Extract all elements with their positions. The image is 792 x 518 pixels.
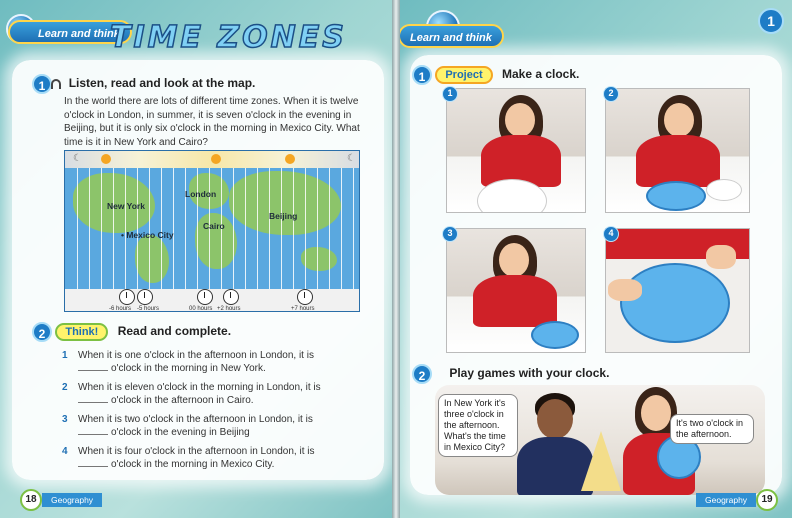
exercise-number: 4 — [62, 446, 68, 457]
unit-number: 1 — [758, 8, 784, 34]
australia-landmass — [301, 247, 337, 271]
time-zone-line — [89, 168, 90, 291]
project-heading-text: Make a clock. — [501, 67, 580, 82]
moon-icon: ☾ — [73, 153, 82, 164]
exercise-line-2: o'clock in the evening in Beijing — [78, 426, 362, 439]
exercise-line-2: o'clock in the morning in Mexico City. — [78, 458, 362, 471]
exercise-line-2: o'clock in the afternoon in Cairo. — [78, 394, 362, 407]
section-2-heading — [32, 322, 231, 342]
clock-label: 00 hours — [189, 306, 213, 312]
painted-plate — [646, 181, 706, 211]
section-1-heading — [32, 74, 255, 94]
learn-and-think-badge: Learn and think — [8, 20, 132, 44]
exercise-number: 2 — [62, 382, 68, 393]
section-number: 1 — [32, 74, 52, 94]
paint-palette — [706, 179, 742, 201]
city-label-cairo: Cairo — [203, 221, 225, 231]
girl-hand — [706, 245, 736, 269]
time-zone-line — [77, 168, 78, 291]
step-photo-2 — [605, 88, 750, 213]
boy-face — [537, 399, 573, 439]
time-zone-line — [305, 168, 306, 291]
exercise-item — [62, 445, 362, 471]
project-heading — [412, 65, 579, 85]
time-zone-line — [353, 168, 354, 291]
city-label-beijing: Beijing — [269, 211, 298, 221]
exercise-item — [62, 349, 362, 375]
cardboard-clock — [581, 431, 621, 491]
sun-icon — [101, 154, 111, 164]
step-photo-3 — [446, 228, 586, 353]
section-number: 1 — [412, 65, 432, 85]
book-gutter — [392, 0, 400, 518]
girl-hand — [608, 279, 642, 301]
time-zone-line — [197, 168, 198, 291]
south-america-landmass — [135, 235, 169, 283]
clock-icon — [297, 289, 313, 305]
section-number: 2 — [412, 364, 432, 384]
answer-blank[interactable] — [78, 458, 108, 467]
step-photo-1 — [446, 88, 586, 213]
answer-blank[interactable] — [78, 426, 108, 435]
time-zone-line — [281, 168, 282, 291]
time-zone-line — [269, 168, 270, 291]
exercise-item — [62, 413, 362, 439]
subject-tag: Geography — [696, 493, 756, 507]
time-zone-line — [185, 168, 186, 291]
sun-icon — [285, 154, 295, 164]
clock-strip — [65, 289, 359, 311]
clock-label: +2 hours — [217, 306, 241, 312]
clock-icon — [223, 289, 239, 305]
clock-label: +7 hours — [291, 306, 315, 312]
time-zone-line — [233, 168, 234, 291]
left-footer — [20, 492, 102, 508]
exercise-line-1: When it is eleven o'clock in the morning in London, it is — [78, 382, 321, 393]
world-time-zone-map — [64, 150, 360, 312]
clock-label: -5 hours — [137, 306, 160, 312]
city-label-new-york: New York — [107, 201, 145, 211]
exercise-item — [62, 381, 362, 407]
play-games-heading — [412, 364, 609, 384]
think-pill: Think! — [55, 323, 108, 341]
step-photo-4 — [605, 228, 750, 353]
section-number: 2 — [32, 322, 52, 342]
time-zone-line — [329, 168, 330, 291]
girl-sweater — [636, 135, 720, 187]
time-zone-line — [257, 168, 258, 291]
photo-number: 2 — [603, 86, 619, 102]
right-footer — [696, 492, 778, 508]
right-page — [400, 0, 792, 518]
exercise-number: 1 — [62, 350, 68, 361]
clock-label: -6 hours — [109, 306, 132, 312]
girl-face — [641, 395, 671, 431]
answer-blank[interactable] — [78, 362, 108, 371]
city-label-mexico-city: • Mexico City — [121, 230, 174, 240]
exercise-line-2: o'clock in the morning in New York. — [78, 362, 362, 375]
time-zone-line — [113, 168, 114, 291]
section-1-paragraph: In the world there are lots of different time zones. When it is twelve o'clock in London, in summer, it is seven o'clock in the evening in Beijing, but it is only six o'clock in the morning in Mexico City. What time is it in New York and Cairo? — [64, 96, 360, 148]
page-title: TIME ZONES — [110, 20, 347, 55]
clock-icon — [137, 289, 153, 305]
girl-sweater — [473, 275, 557, 327]
project-pill: Project — [435, 66, 492, 84]
exercise-number: 3 — [62, 414, 68, 425]
play-games-heading-text: Play games with your clock. — [449, 366, 610, 381]
time-zone-line — [101, 168, 102, 291]
moon-icon: ☾ — [347, 153, 356, 164]
left-page — [0, 0, 392, 518]
exercise-line-1: When it is four o'clock in the afternoon in London, it is — [78, 446, 315, 457]
learn-and-think-badge: Learn and think — [400, 24, 504, 48]
section-2-heading-text: Read and complete. — [117, 324, 232, 339]
sun-icon — [211, 154, 221, 164]
subject-tag: Geography — [42, 493, 102, 507]
photo-number: 4 — [603, 226, 619, 242]
exercise-line-1: When it is two o'clock in the afternoon in London, it is — [78, 414, 313, 425]
time-zone-line — [293, 168, 294, 291]
page-number: 18 — [20, 489, 42, 511]
city-label-london: London — [185, 189, 217, 199]
clock-icon — [119, 289, 135, 305]
speech-bubble-boy: In New York it's three o'clock in the afternoon. What's the time in Mexico City? — [438, 394, 518, 457]
speech-bubble-girl: It's two o'clock in the afternoon. — [670, 414, 754, 444]
photo-number: 1 — [442, 86, 458, 102]
time-zone-line — [341, 168, 342, 291]
answer-blank[interactable] — [78, 394, 108, 403]
painted-plate — [531, 321, 579, 349]
clock-icon — [197, 289, 213, 305]
time-zone-line — [245, 168, 246, 291]
page-number: 19 — [756, 489, 778, 511]
headphones-icon — [51, 79, 61, 89]
girl-face — [664, 103, 694, 137]
section-1-heading-text: Listen, read and look at the map. — [68, 76, 256, 91]
girl-face — [505, 103, 535, 137]
photo-number: 3 — [442, 226, 458, 242]
time-zone-line — [317, 168, 318, 291]
girl-face — [499, 243, 529, 277]
finished-clock-face — [620, 263, 730, 343]
exercise-line-1: When it is one o'clock in the afternoon in London, it is — [78, 350, 314, 361]
